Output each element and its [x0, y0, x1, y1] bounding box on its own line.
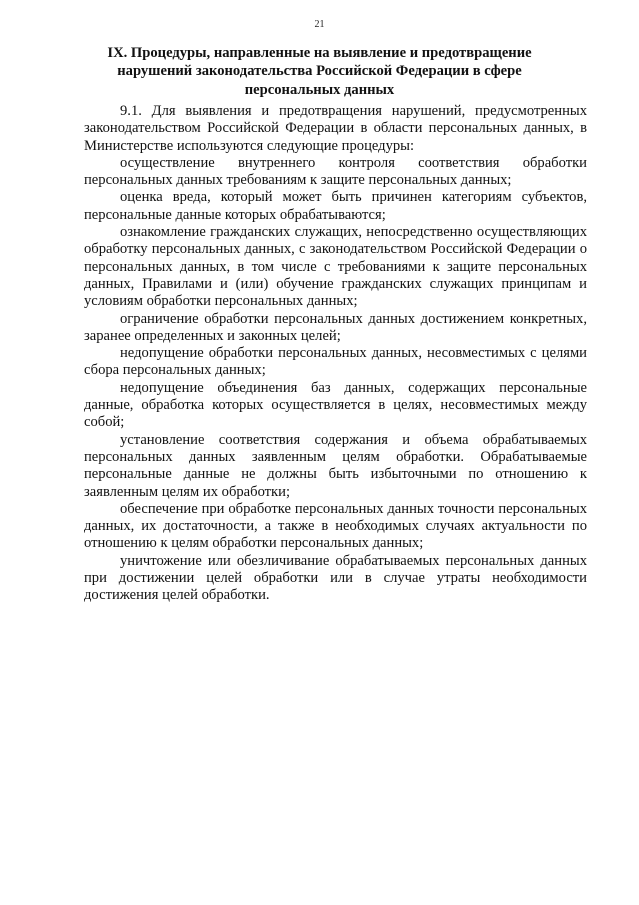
paragraph-incompatible-processing: недопущение обработки персональных данных, несовместимых с целями сбора персональных данных; [84, 345, 587, 379]
paragraph-intro: 9.1. Для выявления и предотвращения нарушений, предусмотренных законодательством Российской Федерации в области персональных данных, в Министерстве используются следующие процедуры: [84, 103, 587, 154]
section-heading-line-1: IX. Процедуры, направленные на выявление и предотвращение [107, 45, 532, 61]
paragraph-harm-assessment: оценка вреда, который может быть причинен категориям субъектов, персональные данные которых обрабатываются; [84, 189, 587, 223]
paragraph-data-accuracy: обеспечение при обработке персональных данных точности персональных данных, их достаточности, а также в необходимых случаях актуальности по отношению к целям обработки персональных данных; [84, 500, 587, 552]
paragraph-data-minimization: установление соответствия содержания и объема обрабатываемых персональных данных заявленным целям обработки. Обрабатываемые персональные данные не должны быть избыточными по отношению к заявленным целям их обработки; [84, 431, 587, 500]
paragraph-employee-training: ознакомление гражданских служащих, непосредственно осуществляющих обработку персональных данных, с законодательством Российской Федерации о персональных данных, в том числе с требованиями к защите персональных данных, Правилами и (или) обучение гражданских служащих принципам и условиям обработки персональных данных; [84, 224, 587, 310]
paragraph-database-merging: недопущение объединения баз данных, содержащих персональные данные, обработка которых осуществляется в целях, несовместимых между собой; [84, 379, 587, 431]
paragraph-data-destruction: уничтожение или обезличивание обрабатываемых персональных данных при достижении целей обработки или в случае утраты необходимости достижения целей обработки. [84, 552, 587, 604]
paragraph-internal-control: осуществление внутреннего контроля соответствия обработки персональных данных требованиям к защите персональных данных; [84, 154, 587, 189]
section-heading-line-3: персональных данных [244, 81, 395, 98]
paragraph-purpose-limitation: ограничение обработки персональных данных достижением конкретных, заранее определенных и законных целей; [84, 310, 587, 344]
section-heading [84, 44, 555, 99]
section-heading-line-2: нарушений законодательства Российской Федерации в сфере [117, 63, 522, 80]
page-number: 21 [314, 19, 325, 30]
document-body [84, 103, 587, 605]
